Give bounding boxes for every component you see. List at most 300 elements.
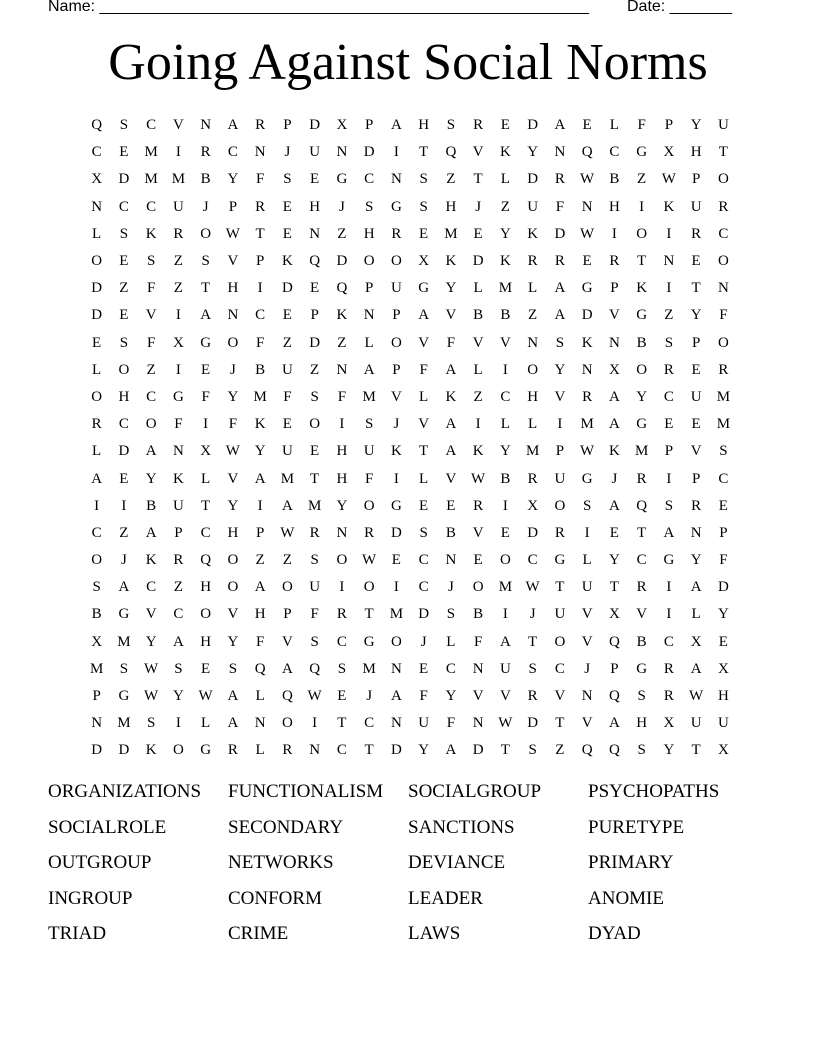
grid-cell: R (527, 253, 538, 270)
grid-cell: M (89, 660, 104, 677)
grid-cell: C (418, 579, 429, 596)
grid-cell: K (608, 443, 620, 460)
grid-cell: P (555, 443, 565, 460)
grid-cell: K (145, 742, 157, 759)
word-list (48, 778, 768, 956)
grid-cell: X (91, 633, 103, 650)
grid-cell: D (91, 742, 103, 759)
grid-cell: I (257, 280, 263, 297)
grid-cell: T (718, 144, 728, 161)
grid-cell: H (418, 117, 430, 134)
grid-cell: N (445, 552, 457, 569)
grid-cell: E (92, 334, 102, 351)
grid-cell: M (253, 388, 267, 405)
grid-cell: I (584, 524, 590, 541)
grid-cell: H (527, 388, 539, 405)
grid-cell: R (227, 742, 238, 759)
grid-cell: Y (418, 742, 430, 759)
grid-cell: S (664, 334, 674, 351)
grid-cell: V (581, 606, 593, 623)
grid-cell: Y (445, 688, 457, 705)
grid-cell: F (174, 416, 183, 433)
grid-cell: S (119, 117, 129, 134)
grid-cell: Y (145, 470, 157, 487)
grid-cell: T (528, 633, 538, 650)
grid-cell: Y (227, 171, 239, 188)
grid-cell: C (118, 416, 129, 433)
grid-cell: O (145, 416, 157, 433)
grid-cell: N (254, 144, 266, 161)
grid-cell: O (200, 225, 212, 242)
grid-cell: V (172, 117, 184, 134)
grid-cell: G (581, 470, 593, 487)
grid-cell: M (117, 633, 131, 650)
grid-cell: E (473, 225, 483, 242)
grid-cell: M (389, 606, 404, 623)
grid-cell: N (390, 171, 402, 188)
grid-cell: P (255, 253, 265, 270)
grid-cell: I (502, 361, 508, 378)
word-list-item: ANOMIE (588, 887, 664, 909)
grid-cell: G (118, 688, 130, 705)
grid-row (83, 275, 738, 302)
grid-cell: M (280, 470, 295, 487)
grid-cell: Q (581, 742, 593, 759)
grid-cell: R (663, 361, 674, 378)
grid-cell: N (172, 443, 184, 460)
grid-row (83, 520, 738, 547)
grid-cell: E (446, 497, 456, 514)
grid-cell: G (336, 171, 348, 188)
grid-cell: A (445, 361, 457, 378)
grid-cell: K (254, 416, 266, 433)
grid-cell: A (554, 117, 566, 134)
grid-cell: U (581, 579, 593, 596)
word-list-item: LEADER (408, 887, 483, 909)
word-list-item: PRIMARY (588, 852, 674, 874)
grid-cell: A (200, 307, 212, 324)
grid-cell: O (227, 552, 239, 569)
grid-cell: L (691, 606, 701, 623)
grid-cell: N (554, 144, 566, 161)
grid-cell: D (118, 742, 130, 759)
grid-cell: J (393, 416, 400, 433)
grid-cell: N (527, 334, 539, 351)
grid-cell: G (200, 742, 212, 759)
letter-grid (83, 112, 738, 765)
grid-cell: P (92, 688, 101, 705)
grid-cell: I (175, 307, 181, 324)
grid-cell: N (336, 524, 348, 541)
grid-cell: A (554, 307, 566, 324)
grid-cell: S (637, 688, 646, 705)
grid-cell: N (91, 198, 103, 215)
grid-cell: W (225, 443, 240, 460)
grid-cell: N (390, 715, 402, 732)
grid-cell: U (418, 715, 430, 732)
grid-cell: S (92, 579, 101, 596)
grid-cell: A (227, 688, 239, 705)
grid-cell: G (172, 388, 184, 405)
grid-cell: B (500, 307, 511, 324)
grid-cell: K (527, 225, 539, 242)
grid-cell: O (227, 579, 239, 596)
grid-cell: I (121, 497, 127, 514)
grid-cell: N (363, 307, 375, 324)
grid-cell: V (554, 388, 566, 405)
grid-cell: E (609, 524, 619, 541)
grid-cell: D (390, 742, 402, 759)
grid-cell: S (310, 633, 319, 650)
grid-cell: B (636, 633, 647, 650)
grid-cell: P (691, 171, 701, 188)
grid-cell: O (336, 552, 348, 569)
grid-cell: N (309, 225, 321, 242)
grid-cell: E (419, 225, 429, 242)
grid-cell: L (92, 361, 102, 378)
grid-cell: A (499, 633, 511, 650)
grid-cell: I (393, 579, 399, 596)
grid-cell: R (554, 171, 565, 188)
grid-cell: L (201, 715, 211, 732)
grid-cell: S (582, 497, 592, 514)
grid-cell: E (391, 552, 401, 569)
grid-cell: M (716, 416, 731, 433)
grid-cell: P (174, 524, 183, 541)
grid-cell: A (554, 280, 566, 297)
grid-cell: S (446, 606, 456, 623)
grid-cell: U (717, 117, 729, 134)
grid-cell: D (472, 742, 484, 759)
grid-cell: Q (608, 742, 620, 759)
grid-cell: A (254, 579, 266, 596)
grid-cell: I (666, 470, 672, 487)
grid-cell: H (118, 388, 130, 405)
grid-cell: O (554, 497, 566, 514)
grid-cell: G (636, 660, 648, 677)
grid-cell: A (172, 633, 184, 650)
grid-cell: D (91, 280, 103, 297)
grid-cell: D (118, 443, 130, 460)
grid-cell: G (118, 606, 130, 623)
grid-cell: H (227, 524, 239, 541)
grid-cell: P (664, 443, 674, 460)
grid-cell: R (636, 470, 647, 487)
grid-cell: Q (445, 144, 457, 161)
grid-cell: V (554, 688, 566, 705)
grid-cell: B (146, 497, 157, 514)
grid-cell: E (500, 117, 510, 134)
grid-cell: D (281, 280, 293, 297)
grid-cell: R (173, 552, 184, 569)
grid-row (83, 574, 738, 601)
grid-cell: Q (309, 253, 321, 270)
grid-cell: E (500, 524, 510, 541)
grid-cell: G (636, 416, 648, 433)
grid-cell: S (719, 443, 728, 460)
grid-cell: D (527, 117, 539, 134)
grid-cell: V (472, 144, 484, 161)
grid-cell: C (718, 470, 729, 487)
grid-cell: R (200, 144, 211, 161)
grid-cell: Y (145, 633, 157, 650)
word-list-item: SOCIALROLE (48, 816, 167, 838)
grid-cell: R (364, 524, 375, 541)
grid-cell: Q (254, 660, 266, 677)
grid-cell: E (691, 361, 701, 378)
grid-cell: A (418, 307, 430, 324)
grid-cell: S (146, 715, 156, 732)
grid-cell: T (201, 280, 211, 297)
grid-cell: Y (690, 117, 702, 134)
grid-cell: Y (445, 280, 457, 297)
grid-cell: M (362, 388, 376, 405)
grid-row (83, 438, 738, 465)
grid-cell: L (500, 171, 510, 188)
grid-cell: K (390, 443, 402, 460)
grid-cell: Z (173, 280, 183, 297)
grid-cell: I (666, 606, 672, 623)
word-list-item: DEVIANCE (408, 852, 506, 874)
grid-cell: X (608, 606, 620, 623)
grid-cell: P (283, 606, 292, 623)
grid-cell: E (718, 497, 728, 514)
grid-cell: P (610, 660, 619, 677)
grid-cell: S (310, 552, 319, 569)
grid-cell: A (690, 579, 702, 596)
grid-cell: W (144, 688, 159, 705)
grid-cell: O (390, 253, 402, 270)
grid-cell: X (690, 633, 702, 650)
grid-cell: S (419, 171, 428, 188)
grid-cell: X (663, 144, 675, 161)
grid-cell: O (390, 633, 402, 650)
grid-cell: R (255, 117, 266, 134)
grid-cell: Z (337, 225, 347, 242)
grid-cell: M (498, 579, 513, 596)
grid-cell: B (91, 606, 102, 623)
grid-cell: T (310, 470, 320, 487)
grid-cell: M (144, 171, 158, 188)
grid-row (83, 601, 738, 628)
grid-cell: E (473, 552, 483, 569)
grid-cell: U (281, 443, 293, 460)
grid-cell: C (527, 552, 538, 569)
grid-cell: D (390, 524, 402, 541)
grid-cell: G (390, 198, 402, 215)
grid-cell: P (610, 280, 619, 297)
grid-cell: D (527, 715, 539, 732)
grid-cell: Z (637, 171, 647, 188)
grid-cell: S (283, 171, 292, 188)
grid-cell: P (283, 117, 292, 134)
grid-cell: C (146, 579, 157, 596)
grid-cell: S (446, 117, 456, 134)
grid-cell: O (200, 606, 212, 623)
grid-cell: H (336, 443, 348, 460)
grid-row (83, 629, 738, 656)
grid-cell: Q (636, 497, 648, 514)
grid-cell: R (609, 253, 620, 270)
grid-cell: F (255, 171, 265, 188)
grid-cell: I (666, 225, 672, 242)
grid-cell: O (281, 715, 293, 732)
grid-cell: J (366, 688, 373, 705)
grid-cell: V (472, 334, 484, 351)
grid-cell: O (363, 497, 375, 514)
grid-cell: P (664, 117, 674, 134)
grid-cell: M (498, 280, 513, 297)
grid-cell: I (175, 361, 181, 378)
grid-cell: Q (608, 688, 620, 705)
grid-cell: B (200, 171, 211, 188)
grid-cell: C (118, 198, 129, 215)
grid-cell: N (581, 198, 593, 215)
grid-cell: L (255, 742, 265, 759)
grid-cell: T (609, 579, 619, 596)
grid-cell: L (419, 388, 429, 405)
grid-cell: I (557, 416, 563, 433)
grid-cell: X (200, 443, 212, 460)
grid-cell: E (119, 307, 129, 324)
grid-cell: C (91, 524, 102, 541)
grid-cell: R (718, 198, 729, 215)
grid-cell: W (580, 225, 595, 242)
grid-cell: I (175, 715, 181, 732)
grid-row (83, 302, 738, 329)
grid-cell: V (145, 307, 157, 324)
grid-cell: T (419, 144, 429, 161)
grid-cell: Z (255, 552, 265, 569)
grid-cell: S (174, 660, 183, 677)
grid-cell: V (418, 416, 430, 433)
grid-cell: C (364, 171, 375, 188)
grid-cell: U (690, 388, 702, 405)
grid-cell: D (527, 524, 539, 541)
grid-cell: E (691, 416, 701, 433)
grid-cell: Y (554, 361, 566, 378)
grid-cell: K (636, 280, 648, 297)
grid-cell: M (525, 443, 540, 460)
grid-cell: U (527, 198, 539, 215)
grid-row (83, 330, 738, 357)
grid-cell: F (637, 117, 646, 134)
grid-cell: N (91, 715, 103, 732)
grid-cell: P (255, 524, 265, 541)
grid-cell: S (528, 660, 537, 677)
grid-cell: N (472, 660, 484, 677)
grid-cell: C (91, 144, 102, 161)
grid-cell: C (146, 198, 157, 215)
grid-cell: F (719, 307, 728, 324)
grid-cell: P (691, 334, 701, 351)
grid-cell: I (257, 497, 263, 514)
grid-cell: O (472, 579, 484, 596)
grid-cell: F (201, 388, 210, 405)
grid-cell: A (608, 388, 620, 405)
grid-cell: Y (499, 225, 511, 242)
grid-row (83, 656, 738, 683)
grid-cell: V (472, 688, 484, 705)
grid-cell: O (717, 171, 729, 188)
grid-cell: A (227, 117, 239, 134)
grid-cell: S (528, 742, 537, 759)
grid-cell: D (581, 307, 593, 324)
grid-cell: M (634, 443, 649, 460)
grid-cell: X (172, 334, 184, 351)
grid-cell: N (717, 280, 729, 297)
grid-cell: V (390, 388, 402, 405)
grid-cell: J (529, 606, 536, 623)
grid-cell: R (718, 361, 729, 378)
grid-cell: I (339, 579, 345, 596)
grid-cell: E (282, 198, 292, 215)
word-list-item: SANCTIONS (408, 816, 515, 838)
grid-cell: T (419, 443, 429, 460)
grid-cell: X (336, 117, 348, 134)
grid-cell: Q (281, 688, 293, 705)
grid-cell: A (445, 742, 457, 759)
grid-cell: Z (446, 171, 456, 188)
grid-cell: E (310, 280, 320, 297)
grid-cell: S (419, 524, 428, 541)
grid-cell: N (200, 117, 212, 134)
name-field-label: Name: _______________________________________________________ (48, 0, 589, 15)
grid-row (83, 221, 738, 248)
grid-cell: T (364, 742, 374, 759)
grid-cell: R (663, 688, 674, 705)
grid-cell: X (717, 742, 729, 759)
grid-cell: S (555, 334, 565, 351)
grid-cell: G (200, 334, 212, 351)
grid-row (83, 194, 738, 221)
grid-cell: A (281, 497, 293, 514)
grid-cell: U (554, 606, 566, 623)
grid-cell: X (527, 497, 539, 514)
grid-cell: F (555, 198, 565, 215)
word-list-item: TRIAD (48, 923, 107, 945)
grid-cell: Y (636, 388, 648, 405)
grid-cell: E (582, 117, 592, 134)
grid-cell: N (227, 307, 239, 324)
grid-cell: Y (227, 388, 239, 405)
word-list-item: NETWORKS (228, 852, 334, 874)
grid-cell: O (717, 334, 729, 351)
grid-cell: Y (254, 443, 266, 460)
grid-cell: O (499, 552, 511, 569)
grid-cell: A (608, 416, 620, 433)
grid-cell: C (445, 660, 456, 677)
word-list-item: OUTGROUP (48, 852, 152, 874)
grid-cell: X (418, 253, 430, 270)
grid-cell: E (282, 225, 292, 242)
grid-cell: J (284, 144, 291, 161)
grid-cell: T (500, 742, 510, 759)
grid-cell: J (475, 198, 482, 215)
grid-cell: Z (337, 334, 347, 351)
grid-cell: V (581, 633, 593, 650)
grid-cell: P (364, 117, 374, 134)
grid-cell: G (636, 144, 648, 161)
grid-cell: S (310, 388, 319, 405)
grid-cell: Q (91, 117, 103, 134)
grid-cell: Z (173, 253, 183, 270)
grid-cell: W (362, 552, 377, 569)
grid-cell: E (119, 470, 129, 487)
grid-cell: S (146, 253, 156, 270)
grid-cell: J (611, 470, 618, 487)
grid-cell: H (690, 144, 702, 161)
